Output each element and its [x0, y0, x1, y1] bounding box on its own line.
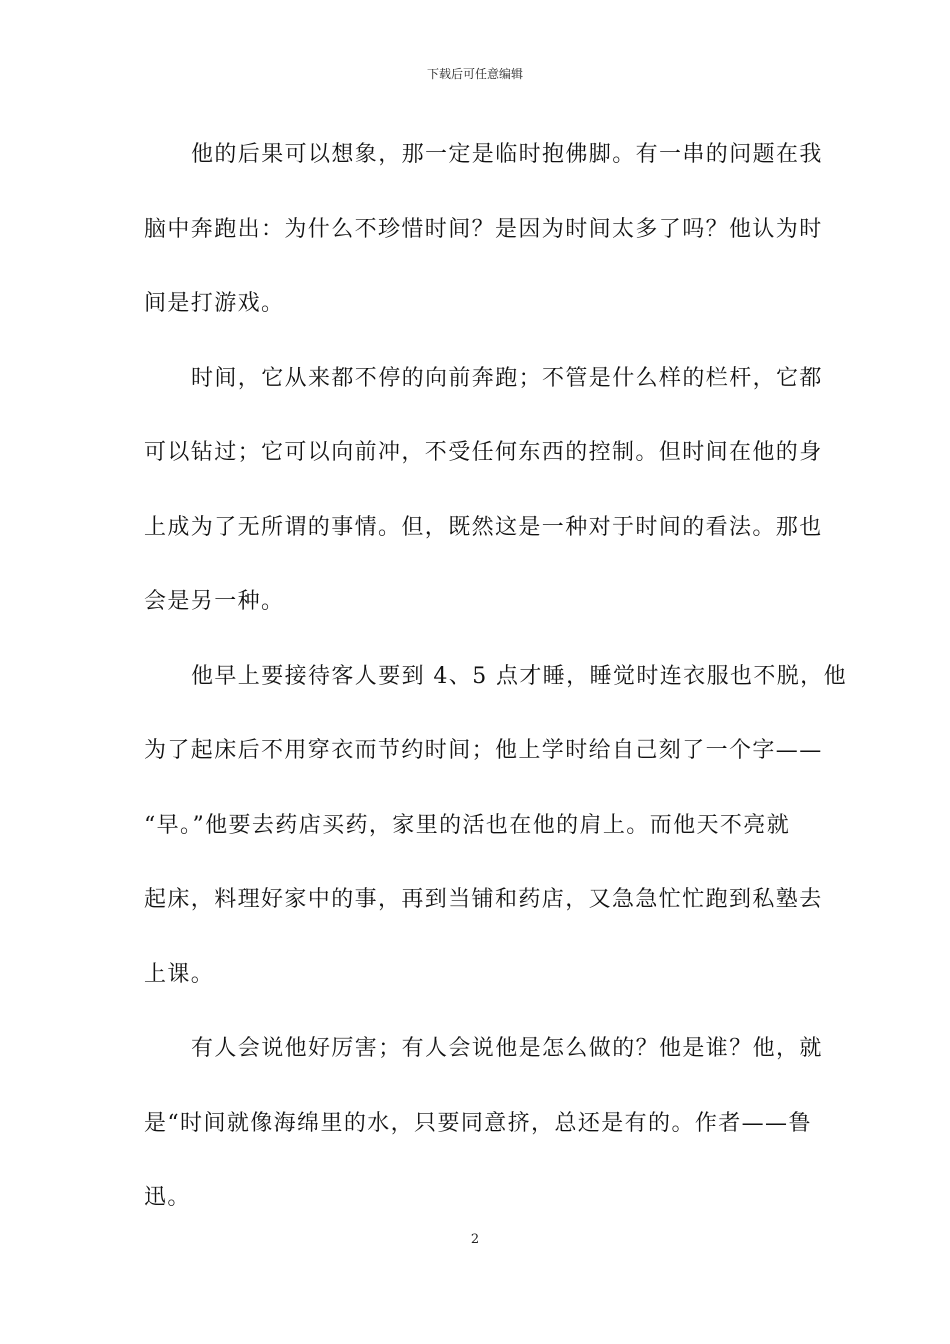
page-header: 下载后可任意编辑 [426, 67, 523, 81]
text-line: “早。”他要去药店买药，家里的活也在他的肩上。而他天不亮就 [144, 812, 791, 838]
document-body [144, 118, 847, 1236]
paragraph [144, 342, 823, 640]
text-line: 会是另一种。 [144, 589, 285, 614]
text-line: 间是打游戏。 [144, 291, 285, 316]
text-line: 为了起床后不用穿衣而节约时间；他上学时给自己刻了一个字—— [144, 738, 823, 763]
text-line: 有人会说他好厉害；有人会说他是怎么做的？他是谁？他，就 [191, 1036, 823, 1061]
paragraph [144, 118, 823, 342]
text-line: 他的后果可以想象，那一定是临时抱佛脚。有一串的问题在我 [191, 142, 823, 167]
paragraph [144, 640, 847, 1013]
text-line: 时间，它从来都不停的向前奔跑；不管是什么样的栏杆，它都 [191, 365, 823, 391]
text-line: 可以钻过；它可以向前冲，不受任何东西的控制。但时间在他的身 [144, 440, 823, 465]
text-line: 脑中奔跑出：为什么不珍惜时间？是因为时间太多了吗？他认为时 [144, 216, 823, 242]
text-line: 他早上要接待客人要到 4、5 点才睡，睡觉时连衣服也不脱，他 [191, 663, 847, 689]
text-line: 上课。 [144, 961, 215, 987]
text-line: 迅。 [144, 1185, 191, 1210]
page-number: 2 [470, 1232, 480, 1247]
paragraph [144, 1012, 823, 1236]
text-line: 起床，料理好家中的事，再到当铺和药店，又急急忙忙跑到私塾去 [144, 887, 823, 912]
text-line: 上成为了无所谓的事情。但，既然这是一种对于时间的看法。那也 [144, 514, 823, 540]
text-line: 是“时间就像海绵里的水，只要同意挤，总还是有的。作者——鲁 [144, 1110, 812, 1136]
